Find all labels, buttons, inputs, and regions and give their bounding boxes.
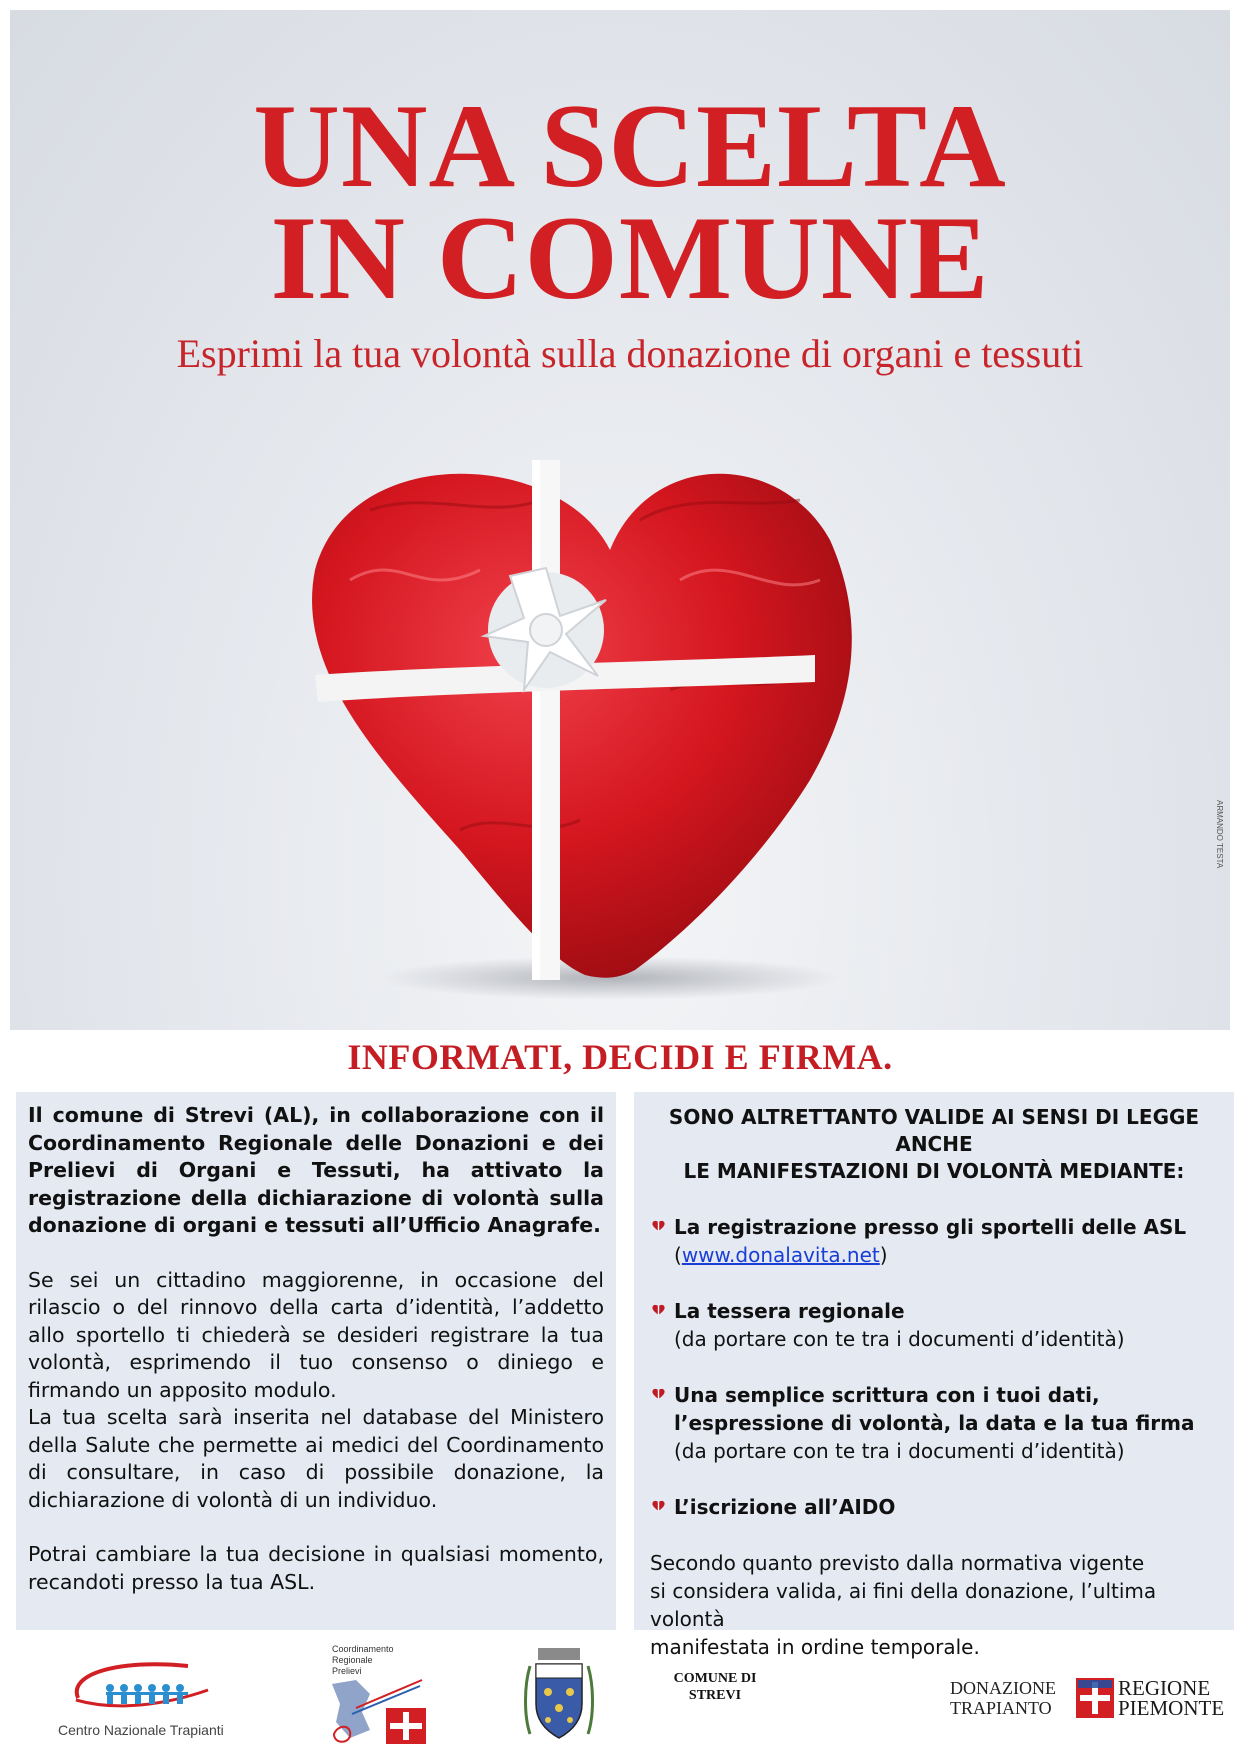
paren-open: ( [674,1243,682,1267]
bullet-scrittura-title-2: l’espressione di volontà, la data e la tua firma [674,1411,1195,1435]
bullet-tessera-sub: (da portare con te tra i documenti d’identità) [674,1327,1125,1351]
bullet-scrittura-sub: (da portare con te tra i documenti d’identità) [674,1439,1125,1463]
poster-subtitle: Esprimi la tua volontà sulla donazione di organi e tessuti [176,331,1084,376]
donalavita-link[interactable]: www.donalavita.net [681,1243,880,1267]
bullet-scrittura-title-1: Una semplice scrittura con i tuoi dati, [674,1383,1100,1407]
footer-line: Secondo quanto previsto dalla normativa vigente [650,1551,1145,1575]
cnt-label: Centro Nazionale Trapianti [58,1722,224,1738]
dt-label-line: TRAPIANTO [950,1698,1052,1718]
regione-piemonte-shield-icon [1076,1678,1114,1718]
footer-line: manifestata in ordine temporale. [650,1635,980,1659]
heart-bullet-icon [652,1220,665,1232]
rp-label-line: PIEMONTE [1118,1696,1225,1720]
cnt-logo-icon [58,1654,218,1724]
strevi-coat-of-arms-icon [520,1646,598,1746]
donazione-trapianto-label [950,1678,1056,1718]
poster-title-line1: UNA SCELTA [253,79,1007,212]
list-item [650,1493,1218,1521]
procedure-paragraph: Se sei un cittadino maggiorenne, in occasione del rilascio o del rinnovo della carta d’identità, l’addetto allo sportello ti chiederà se desideri registrare la tua volontà, esprimendo il tuo consenso o diniego e firmando un apposito modulo. [28,1267,604,1402]
list-item [650,1213,1218,1269]
change-decision-paragraph: Potrai cambiare la tua decisione in qualsiasi momento, recandoti presso la tua ASL. [28,1542,604,1594]
photo-credit: ARMANDO TESTA [1215,800,1224,869]
heart-bullet-icon [652,1500,665,1512]
crp-label-line: Coordinamento [332,1644,394,1654]
poster-title-line2: IN COMUNE [270,191,990,324]
bullet-tessera-title: La tessera regionale [674,1299,905,1323]
comune-label-line: STREVI [688,1688,742,1703]
footer-line: si considera valida, ai fini della donazione, l’ultima volontà [650,1579,1157,1631]
bullet-asl-title: La registrazione presso gli sportelli delle ASL [674,1215,1187,1239]
bullet-asl-link-line [674,1241,1218,1269]
database-paragraph: La tua scelta sarà inserita nel database del Ministero della Salute che permette ai medici del Coordinamento di consultare, in caso di possibile donazione, la dichiarazione di volontà di un individuo. [28,1405,604,1512]
heart-bullet-icon [652,1388,665,1400]
crp-label-line: Regionale [332,1655,373,1665]
right-heading-line1: SONO ALTRETTANTO VALIDE AI SENSI DI LEGGE ANCHE [668,1105,1200,1156]
right-heading-line2: LE MANIFESTAZIONI DI VOLONTÀ MEDIANTE: [683,1159,1185,1183]
list-item [650,1297,1218,1353]
heart-bullet-icon [652,1304,665,1316]
crp-logo-icon [326,1678,430,1746]
rp-label-line: REGIONE [1118,1676,1211,1700]
gift-heart-illustration [310,430,950,1010]
hero-banner [10,10,1230,1030]
regione-piemonte-label [1118,1678,1224,1718]
list-item [650,1381,1218,1465]
intro-paragraph: Il comune di Strevi (AL), in collaborazione con il Coordinamento Regionale delle Donazioni e dei Prelievi di Organi e Tessuti, ha attivato la registrazione della dichiarazione di volontà sulla donazione di organi e tessuti all’Ufficio Anagrafe. [28,1103,604,1237]
dt-label-line: DONAZIONE [950,1678,1056,1698]
crp-label-line: Prelievi [332,1666,362,1676]
crp-label [332,1644,394,1677]
comune-label-line: COMUNE DI [673,1671,757,1686]
info-panel-left [16,1092,616,1630]
bullet-aido-title: L’iscrizione all’AIDO [674,1495,896,1519]
paren-close: ) [879,1243,888,1267]
comune-label [655,1670,775,1704]
info-panel-right [634,1092,1234,1659]
tagline: INFORMATI, DECIDI E FIRMA. [347,1037,893,1077]
partner-logos [0,1640,1240,1750]
